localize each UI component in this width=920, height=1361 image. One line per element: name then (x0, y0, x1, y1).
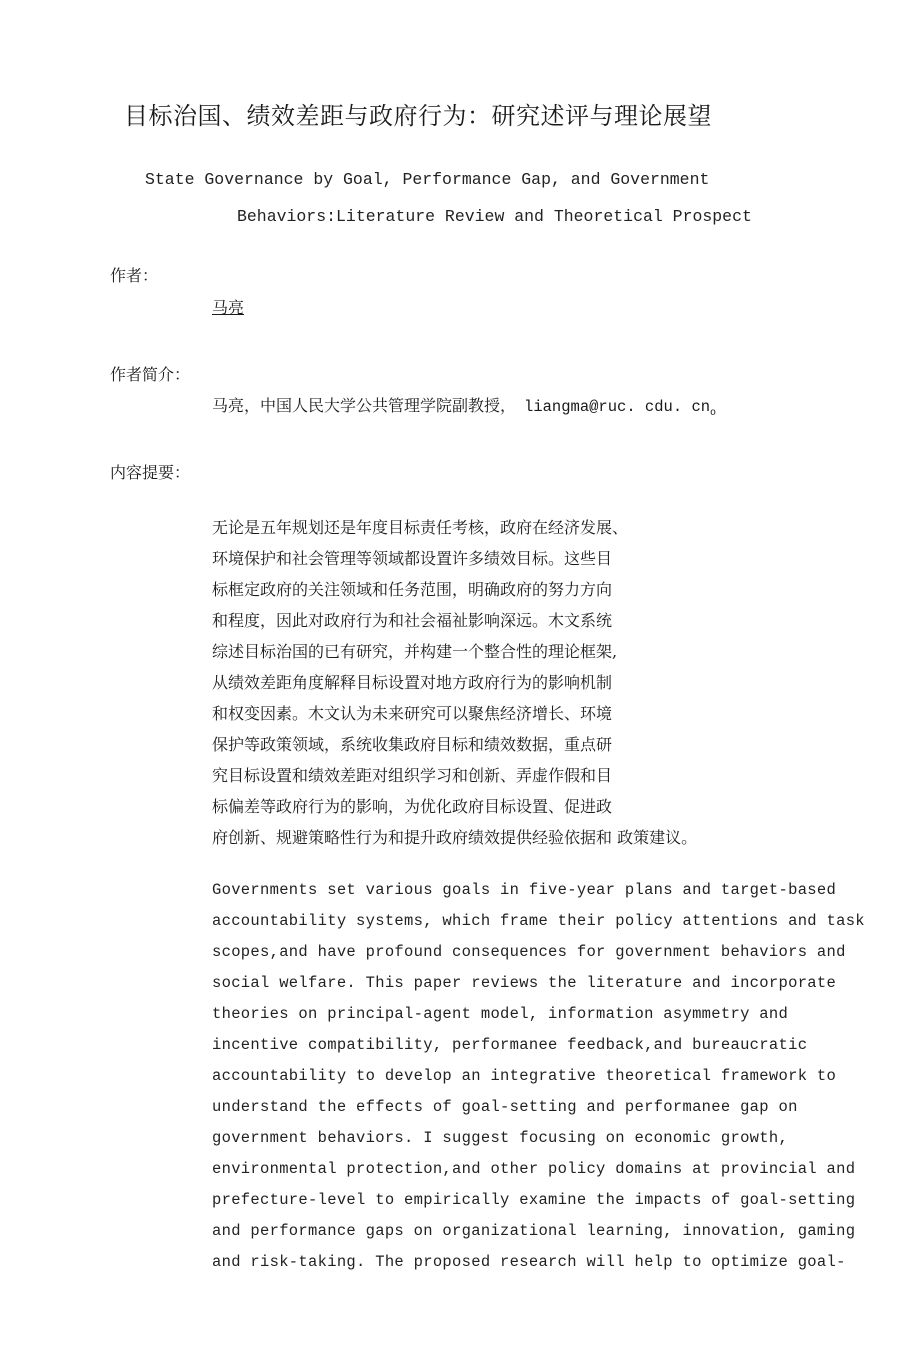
abstract-chinese-line: 综述目标治国的已有研究，并构建一个整合性的理论框架, (212, 642, 618, 661)
abstract-english-line: and performance gaps on organizational learning, innovation, gaming (212, 1222, 856, 1240)
abstract-chinese-line: 从绩效差距角度解释目标设置对地方政府行为的影响机制 (212, 673, 613, 692)
abstract-english-line: prefecture-level to empirically examine the impacts of goal-setting (212, 1191, 856, 1209)
abstract-chinese-line: 和程度，因此对政府行为和社会福祉影响深远。木文系统 (212, 611, 613, 630)
abstract-english-line: accountability systems, which frame their policy attentions and task (212, 912, 865, 930)
author-email-address: liangma@ruc. cdu. cn (524, 398, 711, 416)
abstract-chinese (212, 512, 732, 853)
abstract-english-line: environmental protection,and other policy domains at provincial and (212, 1160, 856, 1178)
abstract-english-line: accountability to develop an integrative theoretical framework to (212, 1067, 837, 1085)
author-email (524, 398, 717, 420)
abstract-chinese-line: 标框定政府的关注领域和任务范围，明确政府的努力方向 (212, 580, 613, 599)
author-bio-text: 马亮，中国人民大学公共管理学院副教授， (212, 396, 517, 415)
abstract-label: 内容提要： (110, 463, 191, 482)
abstract-chinese-line: 无论是五年规划还是年度目标责任考核，政府在经济发展、 (212, 518, 629, 537)
page-title: 目标治国、绩效差距与政府行为：研究述评与理论展望 (124, 102, 712, 130)
abstract-english-line: and risk-taking. The proposed research will help to optimize goal- (212, 1253, 846, 1271)
abstract-english-line: theories on principal-agent model, information asymmetry and (212, 1005, 789, 1023)
abstract-chinese-line: 和权变因素。木文认为未来研究可以聚焦经济增长、环境 (212, 704, 613, 723)
english-title-line-2: Behaviors:Literature Review and Theoretical Prospect (237, 207, 752, 226)
abstract-english-line: social welfare. This paper reviews the literature and incorporate (212, 974, 837, 992)
abstract-english-line: Governments set various goals in five-year plans and target-based (212, 881, 837, 899)
author-label: 作者： (110, 266, 159, 285)
author-email-suffix: o (710, 408, 717, 420)
author-bio (212, 393, 716, 419)
abstract-english-line: government behaviors. I suggest focusing on economic growth, (212, 1129, 789, 1147)
abstract-chinese-line: 环境保护和社会管理等领域都设置许多绩效目标。这些目 (212, 549, 613, 568)
abstract-chinese-line: 标偏差等政府行为的影响，为优化政府目标设置、促进政 (212, 797, 613, 816)
abstract-english-line: scopes,and have profound consequences for government behaviors and (212, 943, 846, 961)
english-title-line-1: State Governance by Goal, Performance Gap, and Government (145, 170, 710, 189)
abstract-english-line: understand the effects of goal-setting and performanee gap on (212, 1098, 798, 1116)
abstract-english-line: incentive compatibility, performanee feedback,and bureaucratic (212, 1036, 808, 1054)
author-name-link[interactable]: 马亮 (212, 298, 245, 317)
abstract-chinese-line: 保护等政策领域，系统收集政府目标和绩效数据，重点研 (212, 735, 613, 754)
author-bio-label: 作者简介： (110, 365, 191, 384)
abstract-english (212, 875, 865, 1278)
abstract-chinese-line: 府创新、规避策略性行为和提升政府绩效提供经验依据和 政策建议。 (212, 828, 698, 847)
abstract-chinese-line: 究目标设置和绩效差距对组织学习和创新、弄虚作假和目 (212, 766, 613, 785)
